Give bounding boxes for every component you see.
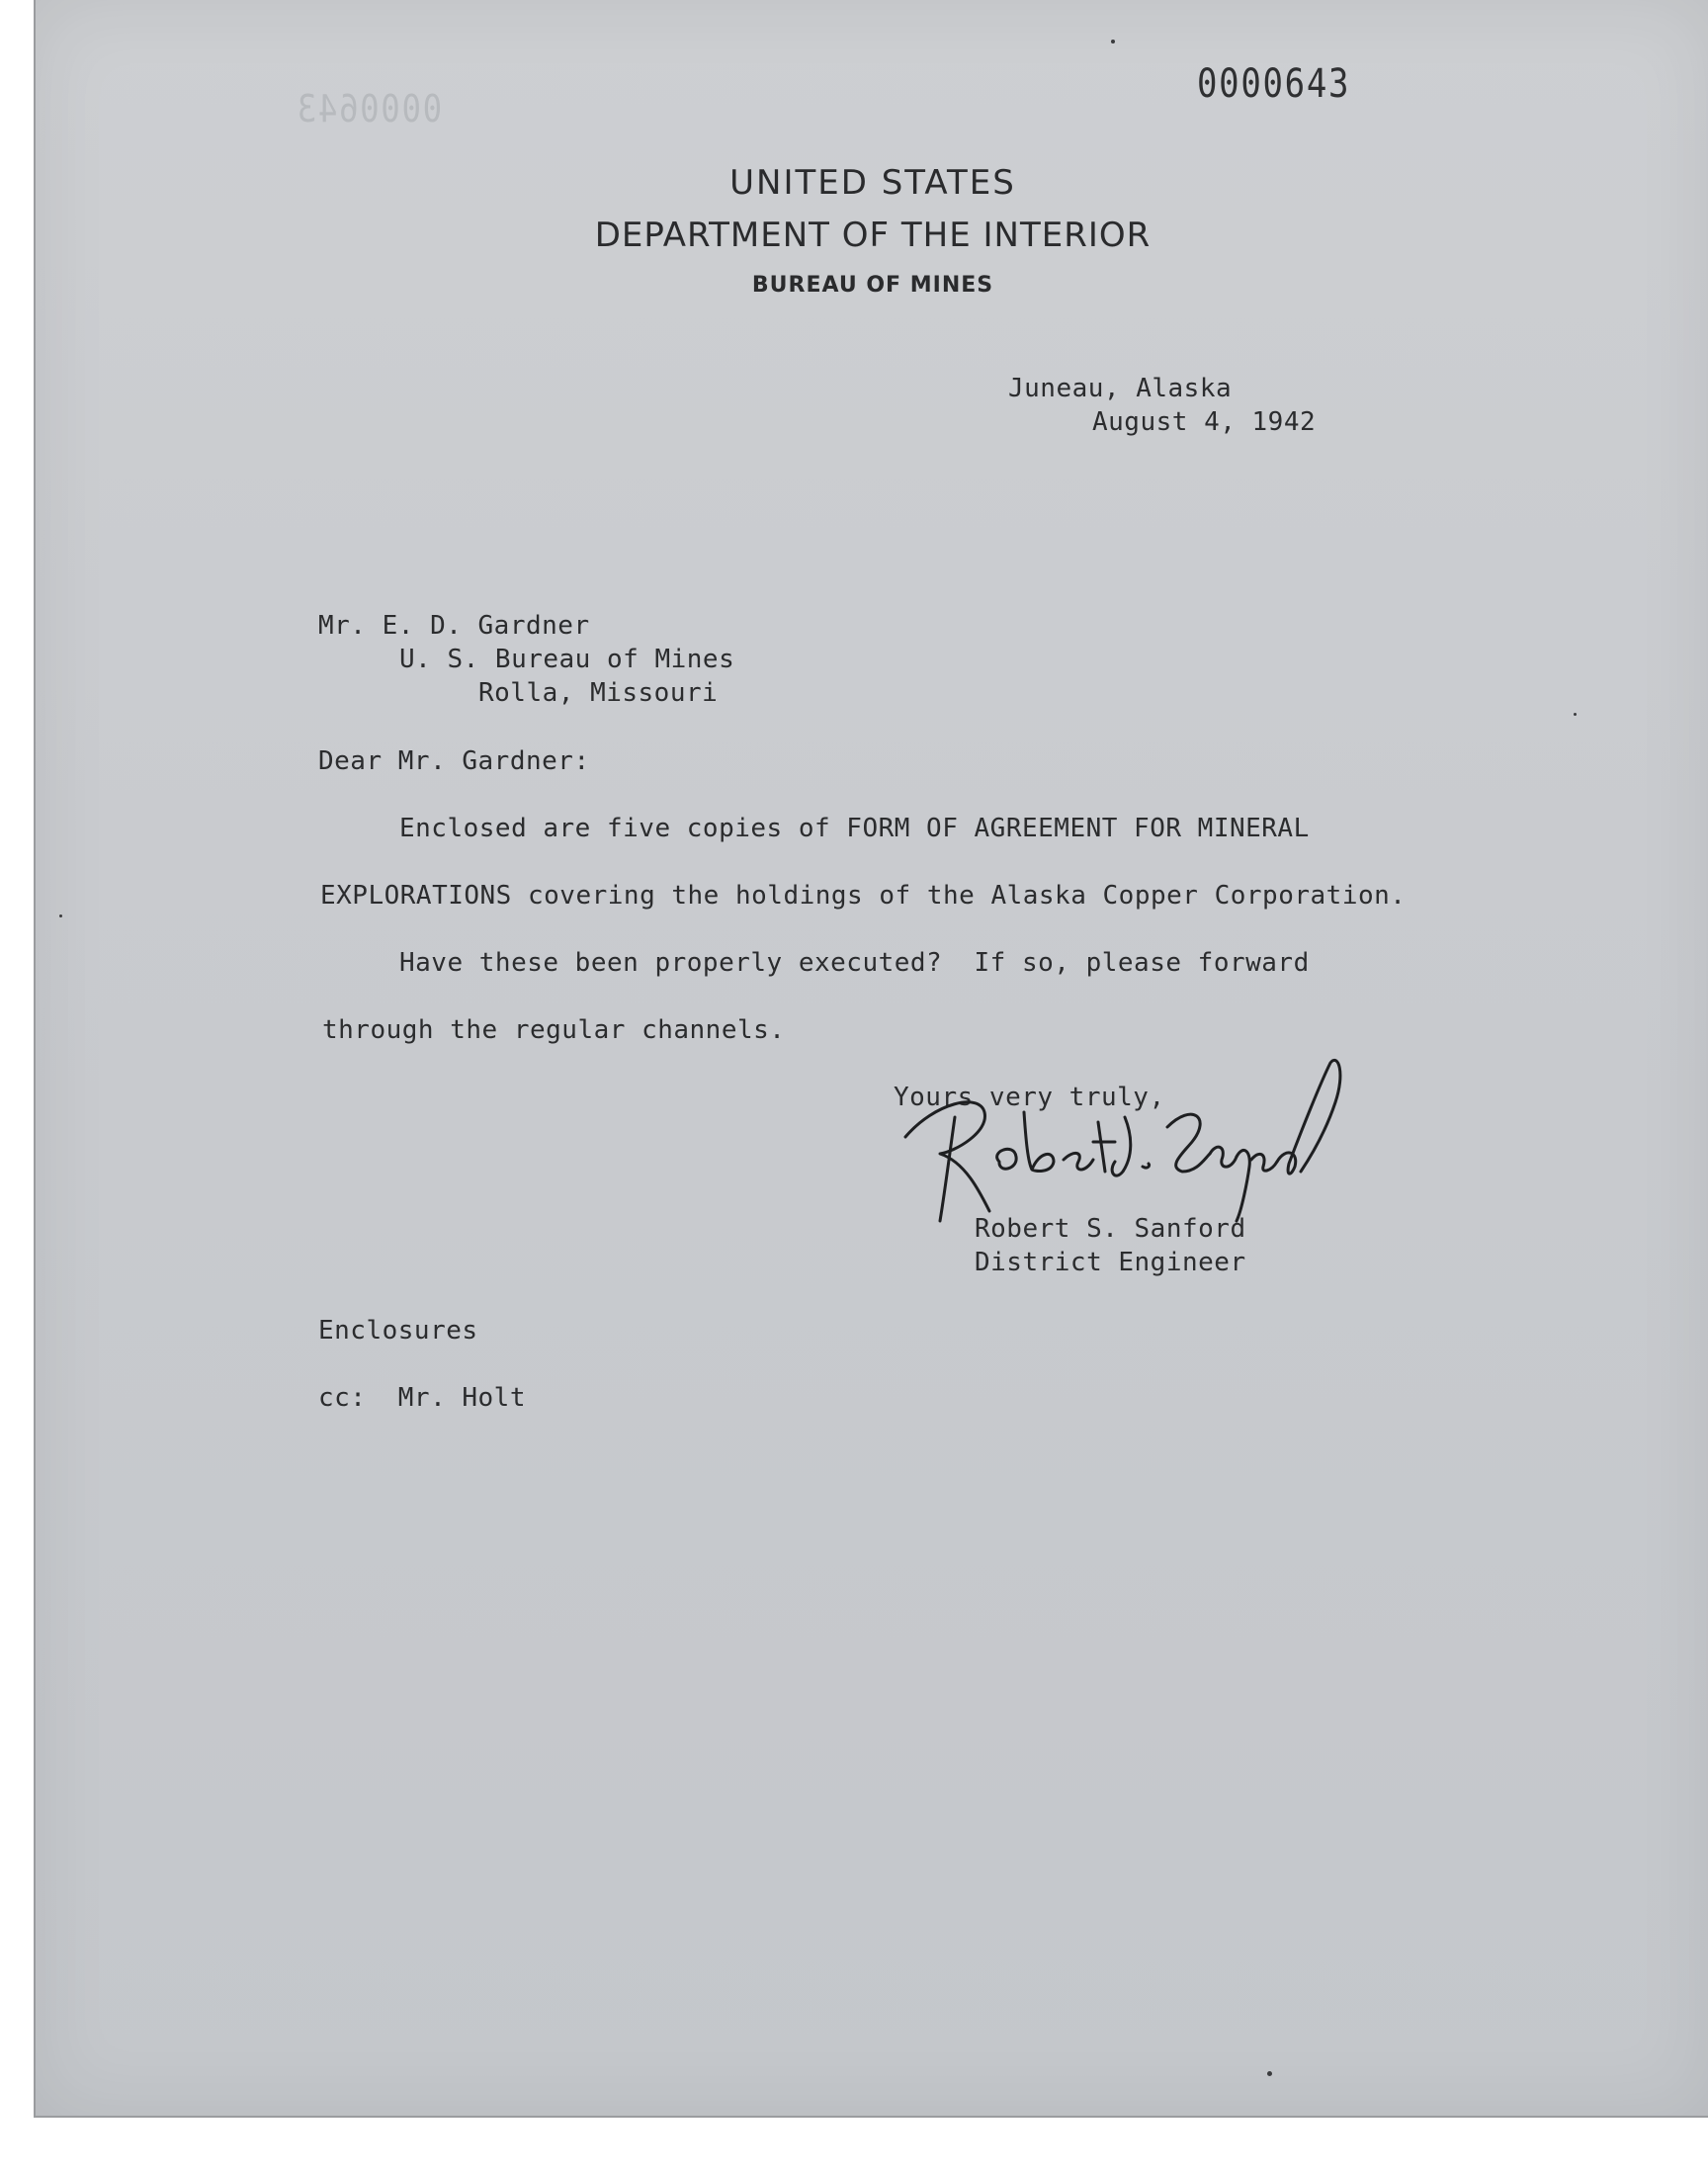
signer-title: District Engineer xyxy=(975,1248,1246,1277)
scan-speck xyxy=(1267,2071,1272,2076)
salutation: Dear Mr. Gardner: xyxy=(318,746,590,776)
document-stamp-number: 0000643 xyxy=(1197,61,1351,107)
recipient-name: Mr. E. D. Gardner xyxy=(318,611,590,641)
letterhead-bureau: BUREAU OF MINES xyxy=(751,273,994,298)
bleed-through-stamp: 0000643 xyxy=(296,87,443,130)
letter-date: August 4, 1942 xyxy=(1092,407,1317,437)
body-line-2: EXPLORATIONS covering the holdings of the Alaska Copper Corporation. xyxy=(320,881,1407,911)
signer-name: Robert S. Sanford xyxy=(975,1214,1246,1244)
scan-speck xyxy=(1574,713,1577,716)
body-line-1: Enclosed are five copies of FORM OF AGREEMENT FOR MINERAL xyxy=(399,814,1310,843)
closing: Yours very truly, xyxy=(894,1083,1165,1112)
enclosures-note: Enclosures xyxy=(318,1316,478,1346)
body-line-4: through the regular channels. xyxy=(322,1015,786,1045)
cc-note: cc: Mr. Holt xyxy=(318,1383,526,1413)
recipient-organization: U. S. Bureau of Mines xyxy=(399,645,735,674)
handwritten-signature xyxy=(896,1043,1390,1241)
letter-place: Juneau, Alaska xyxy=(1008,374,1233,403)
recipient-location: Rolla, Missouri xyxy=(478,678,719,708)
scan-speck xyxy=(1111,40,1115,44)
body-line-3: Have these been properly executed? If so, please forward xyxy=(399,948,1310,978)
letterhead-department: DEPARTMENT OF THE INTERIOR xyxy=(594,216,1152,255)
scan-speck xyxy=(59,914,62,917)
letter-page xyxy=(34,0,1708,2118)
letterhead-country: UNITED STATES xyxy=(729,163,1016,203)
